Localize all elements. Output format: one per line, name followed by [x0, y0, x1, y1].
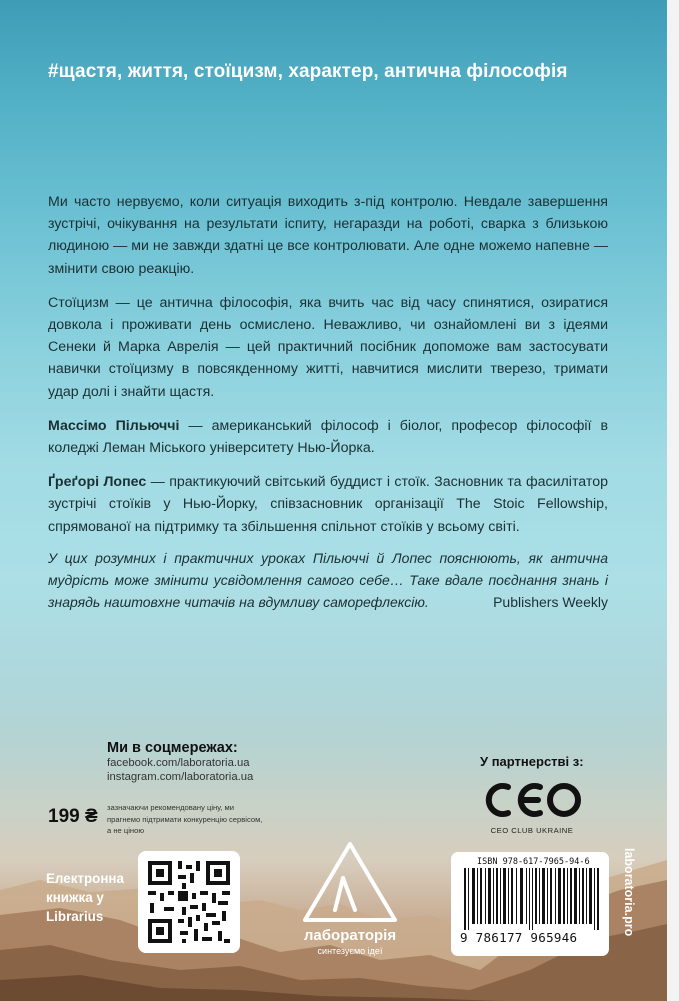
partner-title: У партнерстві з: [480, 754, 584, 769]
isbn-label: ISBN 978-617-7965-94-6 [477, 857, 590, 867]
description-text [48, 191, 608, 550]
publisher-site[interactable]: laboratoria.pro [622, 848, 636, 937]
instagram-link[interactable]: instagram.com/laboratoria.ua [107, 771, 254, 783]
barcode-number: 9 786177 965946 [460, 930, 578, 945]
partner-name: CEO CLUB UKRAINE [490, 826, 574, 835]
author-2-text: — практикуючий світський буддист і стоїк. Засновник та фасилітатор зустрічі стоїків у Нью-Йорку, співзасновник організації The Stoic Fellowship, спрямованої на підтримку та збільшення спільнот стоїків у всьому світі. [48, 474, 608, 535]
review-quote: У цих розумних і практичних уроках Пільюччі й Лопес пояснюють, як антична мудрість може змінити усвідомлення самого себе… Таке вдале поєднання знань і знарядь наштовхне читачів на вдумливу саморефлексію. [48, 550, 608, 611]
author-1-name: Массімо Пільюччі [48, 417, 180, 434]
qr-code-icon[interactable] [138, 851, 240, 953]
publisher-slogan: синтезуємо ідеї [317, 946, 383, 956]
page-edge [667, 0, 679, 1001]
hashtags-heading: #щастя, життя, стоїцизм, характер, антична філософія [48, 61, 568, 82]
author-2-name: Ґреґорі Лопес [48, 474, 147, 491]
ceo-logo-icon [478, 777, 586, 823]
author-1-text: — американський філософ і біолог, професор філософії в коледжі Леман Міського університету Нью-Йорка. [48, 417, 608, 457]
publisher-logo-icon [285, 838, 415, 963]
description-paragraph-2: Стоїцизм — це антична філософія, яка вчить час від часу спинятися, озиратися довкола і проживати день осмислено. Неважливо, чи ознайомлені ви з ідеями Сенеки й Марка Аврелія — цей практичний посібник допоможе вам застосувати навички стоїцизму в повсякденному житті, навчитися мислити тверезо, тримати удар долі і знайти щастя. [48, 294, 608, 400]
review-source: Publishers Weekly [493, 594, 608, 610]
price-note: зазначаючи рекомендовану ціну, ми прагнемо підтримати конкуренцію сервісом, а не ціною [107, 803, 263, 835]
facebook-link[interactable]: facebook.com/laboratoria.ua [107, 757, 250, 769]
description-paragraph-1: Ми часто нервуємо, коли ситуація виходить з-під контролю. Невдале завершення зустрічі, очікування на результати іспиту, негаразди на роботі, сварка з близькою людиною — ми не завжди здатні це все контролювати. Але одне можемо напевне — змінити свою реакцію. [48, 194, 609, 277]
social-title: Ми в соцмережах: [107, 740, 238, 756]
price: 199 ₴ [48, 806, 98, 827]
ebook-label: Електронна книжка у Librarius [46, 871, 124, 924]
author-2-bio [48, 471, 608, 538]
author-1-bio [48, 415, 608, 459]
publisher-name: лабораторія [303, 927, 397, 944]
barcode-icon [460, 868, 602, 930]
